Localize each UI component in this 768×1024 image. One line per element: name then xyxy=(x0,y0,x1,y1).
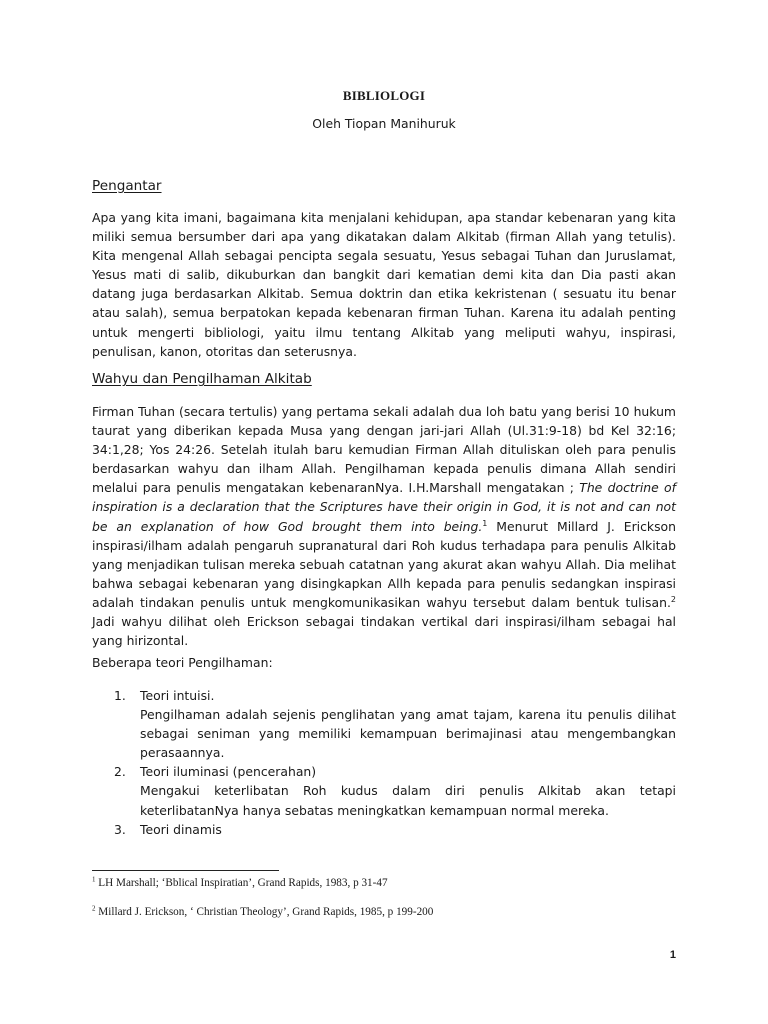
list-item-description: Mengakui keterlibatan Roh kudus dalam diri penulis Alkitab akan tetapi keterlibatanNya hanya sebatas meningkatkan kemampuan normal mereka. xyxy=(140,783,676,818)
footnote-1-mark: 1 xyxy=(92,875,96,884)
footnote-separator xyxy=(92,870,279,871)
list-item xyxy=(92,686,676,762)
footnote-ref-1[interactable]: 1 xyxy=(482,518,488,528)
list-item-name: Teori dinamis xyxy=(140,821,222,837)
list-item xyxy=(92,762,676,819)
list-item-number: 3. xyxy=(114,821,126,837)
paragraph-wahyu-text-3: Jadi wahyu dilihat oleh Erickson sebagai tindakan vertikal dari inspirasi/ilham sebagai hal yang hirizontal. xyxy=(92,614,676,649)
heading-wahyu: Wahyu dan Pengilhaman Alkitab xyxy=(92,371,312,387)
paragraph-wahyu-text-2: Menurut Millard J. Erickson inspirasi/ilham adalah pengaruh supranatural dari Roh kudus terhadapa para penulis Alkitab yang menjadikan tulisan mereka sebuah catatnan yang akurat akan wahyu Allah. Dia melihat bahwa sebagai kebenaran yang disingkapkan Allh kepada para penulis sedangkan inspirasi adalah tindakan penulis untuk mengkomunikasikan wahyu tersebut dalam bentuk tulisan. xyxy=(92,518,676,610)
teori-intro: Beberapa teori Pengilhaman: xyxy=(92,655,273,670)
list-item-name: Teori iluminasi (pencerahan) xyxy=(140,764,317,780)
footnote-2 xyxy=(92,906,433,918)
document-title: BIBLIOLOGI xyxy=(342,88,426,103)
footnote-1 xyxy=(92,877,388,889)
footnote-2-text: Millard J. Erickson, ‘ Christian Theology’, Grand Rapids, 1985, p 199-200 xyxy=(95,906,434,918)
list-item-name: Teori intuisi. xyxy=(140,688,215,703)
marshall-quote: The doctrine of inspiration is a declaration that the Scriptures have their origin in God, it is not and can not be an explanation of how God brought them into being. xyxy=(92,480,676,534)
heading-pengantar: Pengantar xyxy=(92,178,162,194)
footnote-ref-2[interactable]: 2 xyxy=(670,594,676,604)
document-author: Oleh Tiopan Manihuruk xyxy=(312,116,456,131)
list-item-number: 2. xyxy=(114,764,126,780)
footnote-1-text: LH Marshall; ‘Bblical Inspiratian’, Grand Rapids, 1983, p 31-47 xyxy=(95,877,388,889)
paragraph-wahyu-text-1: Firman Tuhan (secara tertulis) yang pertama sekali adalah dua loh batu yang berisi 10 hukum taurat yang diberikan kepada Musa yang dengan jari-jari Allah (Ul.31:9-18) bd Kel 32:16; 34:1,28; Yos 24:26. Setelah itulah baru kemudian Firman Allah dituliskan oleh para penulis berdasarkan wahyu dan ilham Allah. Pengilhaman kepada penulis dimana Allah sendiri melalui para penulis mengatakan kebenaranNya. I.H.Marshall mengatakan ; xyxy=(92,404,676,496)
list-item xyxy=(92,820,676,839)
list-item-description: Pengilhaman adalah sejenis penglihatan yang amat tajam, karena itu penulis dilihat sebagai seniman yang memiliki kemampuan berimajinasi atau mengembangkan perasaannya. xyxy=(140,707,676,761)
paragraph-pengantar: Apa yang kita imani, bagaimana kita menjalani kehidupan, apa standar kebenaran yang kita miliki semua bersumber dari apa yang dikatakan dalam Alkitab (firman Allah yang tetulis). Kita mengenal Allah sebagai pencipta segala sesuatu, Yesus sebagai Tuhan dan Juruslamat, Yesus mati di salib, dikuburkan dan bangkit dari kematian demi kita dan Dia pasti akan datang juga berdasarkan Alkitab. Semua doktrin dan etika kekristenan ( sesuatu itu benar atau salah), semua berpatokan kepada kebenaran firman Tuhan. Karena itu adalah penting untuk mengerti bibliologi, yaitu ilmu tentang Alkitab yang meliputi wahyu, inspirasi, penulisan, kanon, otoritas dan seterusnya. xyxy=(92,210,676,359)
paragraph-wahyu xyxy=(92,402,676,650)
list-item-number: 1. xyxy=(114,688,126,703)
footnote-2-mark: 2 xyxy=(92,904,96,913)
page-number: 1 xyxy=(669,949,676,961)
teori-list xyxy=(92,686,676,839)
